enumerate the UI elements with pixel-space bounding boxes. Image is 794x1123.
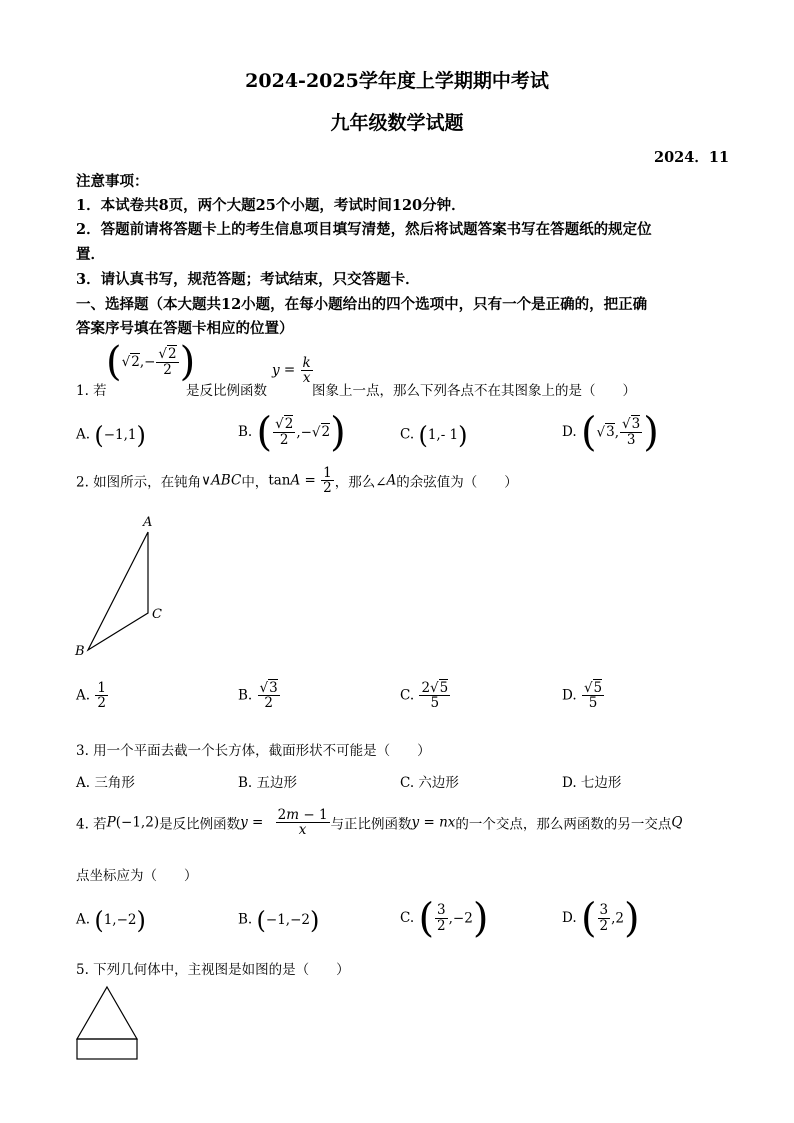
question-4: 4. 若P(−1,2)是反比例函数y = $\frac{2m - 1}{x}$ 与正比例函数y = nx的一个交点，那么两函数的另一交点Q (76, 807, 683, 839)
q1-options (76, 409, 736, 455)
q1-point: (√2,− $\frac{√2}{2}$ ) (106, 339, 196, 385)
q2-prefix: 2. 如图所示，在钝角 (76, 474, 202, 491)
q4-option-d[interactable]: D. ( $\frac{3}{2}$ ,2) (562, 895, 640, 941)
q4-line2: 点坐标应为（ ） (76, 868, 198, 884)
q1-suffix: 图象上一点，那么下列各点不在其图象上的是（ ） (312, 383, 636, 399)
section-heading-cont: 答案序号填在答题卡相应的位置） (76, 320, 294, 337)
q3-option-d[interactable]: D. 七边形 (562, 775, 622, 791)
q1-mid: 是反比例函数 (186, 383, 267, 399)
exam-date: 2024．11 (654, 149, 730, 166)
q4-options (76, 895, 736, 941)
note-item: 置． (76, 246, 105, 263)
figure-rectangle (77, 1039, 137, 1059)
notes-heading: 注意事项： (76, 173, 149, 190)
q1-option-c[interactable]: C. (1,- 1) (400, 421, 468, 449)
vertex-label-a: A (143, 515, 153, 530)
question-5: 5. 下列几何体中，主视图是如图的是（ ） (76, 962, 350, 978)
q1-function: y = $\frac{k}{x}$ (272, 355, 311, 387)
q2-option-c[interactable]: C. $\frac{2√5}{5}$ (400, 680, 449, 712)
q3-option-c[interactable]: C. 六边形 (400, 775, 459, 791)
note-item: 1．本试卷共8页，两个大题25个小题，考试时间120分钟． (76, 197, 466, 214)
front-view-figure (74, 985, 140, 1063)
question-3: 3. 用一个平面去截一个长方体，截面形状不可能是（ ） (76, 743, 431, 759)
q1-prefix: 1. 若 (76, 383, 107, 399)
q2-options (76, 681, 736, 723)
q1-option-d[interactable]: D. (√3, $\frac{√3}{3}$ ) (562, 409, 659, 455)
q2-option-a[interactable]: A. $\frac{1}{2}$ (76, 680, 106, 712)
q1-option-b[interactable]: B. ( $\frac{√2}{2}$ ,−√2) (238, 409, 346, 455)
q4-option-a[interactable]: A. (1,−2) (76, 906, 146, 934)
q3-option-b[interactable]: B. 五边形 (238, 775, 298, 791)
triangle-abc (88, 532, 148, 650)
triangle-figure (70, 510, 180, 660)
exam-title: 2024-2025学年度上学期期中考试 (245, 70, 549, 92)
exam-subtitle: 九年级数学试题 (330, 112, 464, 134)
note-item: 2．答题前请将答题卡上的考生信息项目填写清楚，然后将试题答案书写在答题纸的规定位 (76, 221, 652, 238)
q1-option-a[interactable]: A. (−1,1) (76, 421, 146, 449)
note-item: 3．请认真书写，规范答题；考试结束，只交答题卡． (76, 271, 420, 288)
vertex-label-b: B (75, 644, 85, 659)
section-heading: 一、选择题（本大题共12小题，在每小题给出的四个选项中，只有一个是正确的，把正确 (76, 296, 648, 313)
q4-option-b[interactable]: B. (−1,−2) (238, 906, 320, 934)
q2-option-d[interactable]: D. $\frac{√5}{5}$ (562, 680, 603, 712)
q2-option-b[interactable]: B. $\frac{√3}{2}$ (238, 680, 278, 712)
figure-triangle (77, 987, 137, 1039)
question-2: 2. 如图所示，在钝角∨ABC中，tanA = $\frac{1}{2}$ ，那么∠A的余弦值为（ ） (76, 465, 518, 497)
q4-option-c[interactable]: C. ( $\frac{3}{2}$ ,−2) (400, 895, 489, 941)
vertex-label-c: C (152, 607, 162, 622)
q3-option-a[interactable]: A. 三角形 (76, 775, 135, 791)
